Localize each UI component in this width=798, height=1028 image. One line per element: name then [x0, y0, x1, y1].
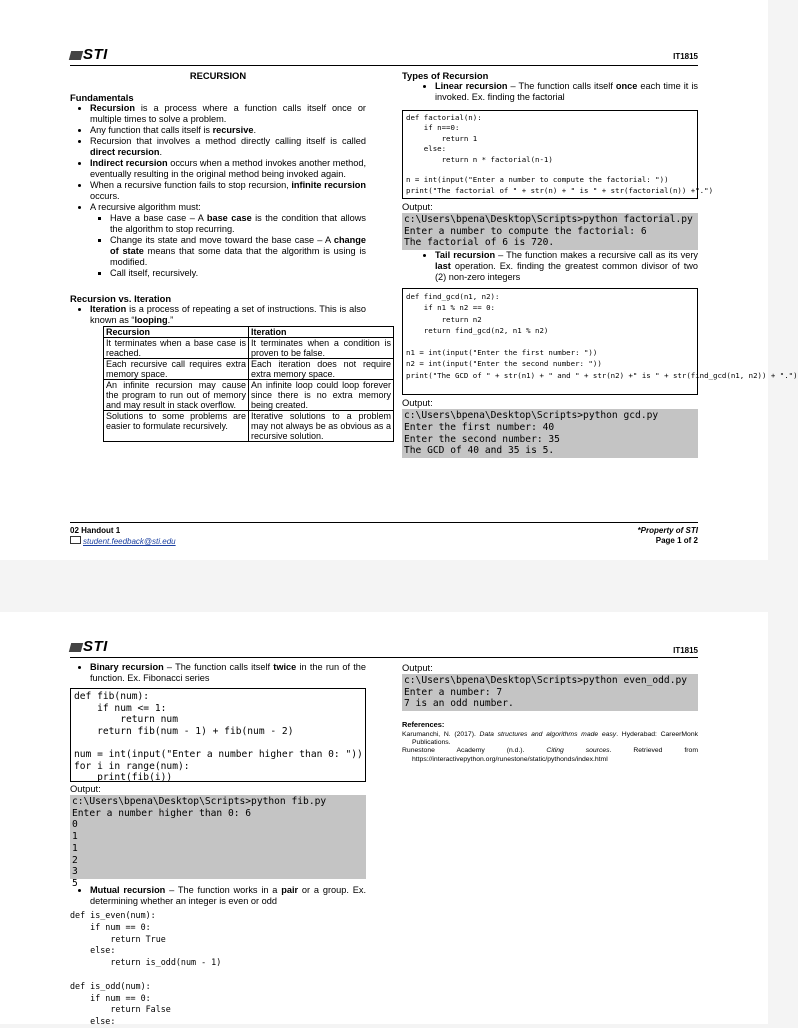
sti-logo: STI [70, 46, 108, 63]
recursion-vs-iteration-heading: Recursion vs. Iteration [70, 293, 172, 304]
output-label: Output: [402, 201, 433, 212]
mutual-code-block: def is_even(num): if num == 0: return True else: return is_odd(num - 1) def is_odd(num): if num == 0: return False else: [70, 910, 222, 1027]
fundamentals-list [70, 103, 366, 279]
factorial-code-block: def factorial(n): if n==0: return 1 else: return n * factorial(n-1) n = int(input("Enter a number to compute the factorial: ")) print("The factorial of " + str(n) + " is " + str(factorial(n)) +".") [402, 110, 698, 199]
table-cell: Each recursive call requires extra memory space. [104, 359, 249, 380]
handout-page-2 [0, 612, 768, 1027]
table-cell: An infinite loop could loop forever since there is no extra memory being created. [249, 380, 394, 411]
table-cell: Iterative solutions to a problem may not always be as obvious as a recursive solution. [249, 411, 394, 442]
handout-label: 02 Handout 1 [70, 526, 121, 535]
list-item: • Indirect recursion occurs when a method invokes another method, eventually resulting in the original method being invoked again. [90, 158, 366, 180]
left-column [70, 662, 366, 1028]
table-cell: Solutions to some problems are easier to formulate recursively. [104, 411, 249, 442]
list-item: • Recursion that involves a method directly calling itself is called direct recursion. [90, 136, 366, 158]
fib-code-block: def fib(num): if num <= 1: return num return fib(num - 1) + fib(num - 2) num = int(input("Enter a number higher than 0: ")) for i in range(num): print(fib(i)) [70, 688, 366, 782]
factorial-output: c:\Users\bpena\Desktop\Scripts>python factorial.py Enter a number to compute the factorial: 6 The factorial of 6 is 720. [402, 213, 698, 250]
evenodd-output: c:\Users\bpena\Desktop\Scripts>python even_odd.py Enter a number: 7 7 is an odd number. [402, 674, 698, 711]
table-row [104, 411, 394, 442]
table-header-recursion: Recursion [104, 327, 249, 338]
tail-list [402, 250, 698, 283]
fundamentals-heading: Fundamentals [70, 92, 134, 103]
comparison-table [103, 326, 394, 442]
table-cell: An infinite recursion may cause the program to run out of memory and may result in stack overflow. [104, 380, 249, 411]
list-item: • When a recursive function fails to stop recursion, infinite recursion occurs. [90, 180, 366, 202]
gcd-code-block: def find_gcd(n1, n2): if n1 % n2 == 0: return n2 return find_gcd(n2, n1 % n2) n1 = int(input("Enter the first number: ")) n2 = int(input("Enter the second number: ")) print("The GCD of " + str(n1) + " and " + str(n2) +" is " + str(find_gcd(n1, n2)) + ".") [402, 288, 698, 395]
linear-list [402, 81, 698, 103]
feedback-email-link[interactable]: student.feedback@sti.edu [83, 537, 176, 546]
table-row [104, 359, 394, 380]
list-item: • Tail recursion – The function makes a recursive call as its very last operation. Ex. finding the greatest common divisor of two (2) non-zero integers [435, 250, 698, 283]
table-header-row [104, 327, 394, 338]
footer-right [638, 526, 698, 546]
sub-list-item: ▪ Change its state and move toward the base case – A change of state means that some data that the algorithm is using is modified. [110, 235, 366, 268]
page-number: Page 1 of 2 [655, 536, 698, 545]
page-title: RECURSION [189, 70, 247, 81]
list-item: • Iteration is a process of repeating a set of instructions. This is also known as “looping.” [90, 304, 366, 326]
list-item: • Recursion is a process where a function calls itself once or multiple times to solve a problem. [90, 103, 366, 125]
table-header-iteration: Iteration [249, 327, 394, 338]
sti-logo-icon [69, 51, 83, 60]
sub-list [90, 213, 366, 279]
right-column [402, 70, 798, 458]
fib-output: c:\Users\bpena\Desktop\Scripts>python fib.py Enter a number higher than 0: 6 0 1 1 2 3 5 [70, 795, 366, 879]
header-divider [70, 65, 698, 66]
course-code: IT1815 [673, 52, 698, 61]
footer-left [70, 526, 176, 547]
output-label: Output: [402, 662, 433, 673]
course-code: IT1815 [673, 646, 698, 655]
sub-list-item: ▪ Have a base case – A base case is the condition that allows the algorithm to stop recurring. [110, 213, 366, 235]
sti-logo-icon [69, 643, 83, 652]
reference-item: Karumanchi, N. (2017). Data structures and algorithms made easy. Hyderabad: CareerMonk Publications. [402, 730, 699, 746]
reference-item: Runestone Academy (n.d.). Citing sources. Retrieved from https://interactivepython.org/runestone/static/pythonds/index.html [402, 747, 698, 763]
list-item: • Binary recursion – The function calls itself twice in the run of the function. Ex. Fibonacci series [90, 662, 366, 684]
property-label: *Property of STI [637, 526, 698, 535]
sub-list-item: ▪ Call itself, recursively. [110, 268, 366, 279]
types-of-recursion-heading: Types of Recursion [402, 70, 489, 81]
list-item: • Any function that calls itself is recursive. [90, 125, 366, 136]
gcd-output: c:\Users\bpena\Desktop\Scripts>python gcd.py Enter the first number: 40 Enter the second number: 35 The GCD of 40 and 35 is 5. [402, 409, 698, 458]
table-cell: Each iteration does not require extra memory space. [249, 359, 394, 380]
references [402, 721, 698, 764]
list-item: • Linear recursion – The function calls itself once each time it is invoked. Ex. finding the factorial [435, 81, 698, 103]
right-column [402, 662, 698, 764]
table-row [104, 380, 394, 411]
sti-logo: STI [70, 638, 108, 655]
table-row [104, 338, 394, 359]
output-label: Output: [70, 783, 101, 794]
list-item: • A recursive algorithm must: ▪ Have a base case – A base case is the condition that allows the algorithm to stop recurring. ▪ Change its state and move toward the base case – A change of state means that some data that the algorithm is using is modified. ▪ Call itself, recursively. [90, 202, 366, 279]
left-column [70, 70, 391, 442]
output-label: Output: [402, 397, 433, 409]
mutual-list [70, 885, 366, 907]
list-item: • Mutual recursion – The function works in a pair or a group. Ex. determining whether an integer is even or odd [90, 885, 366, 907]
header-divider [70, 657, 698, 658]
iteration-list [70, 304, 366, 326]
table-cell: It terminates when a condition is proven to be false. [249, 338, 394, 359]
table-cell: It terminates when a base case is reached. [104, 338, 249, 359]
mail-icon [70, 536, 81, 544]
footer-divider [70, 522, 698, 523]
binary-list [70, 662, 366, 684]
references-heading: References: [402, 720, 445, 730]
